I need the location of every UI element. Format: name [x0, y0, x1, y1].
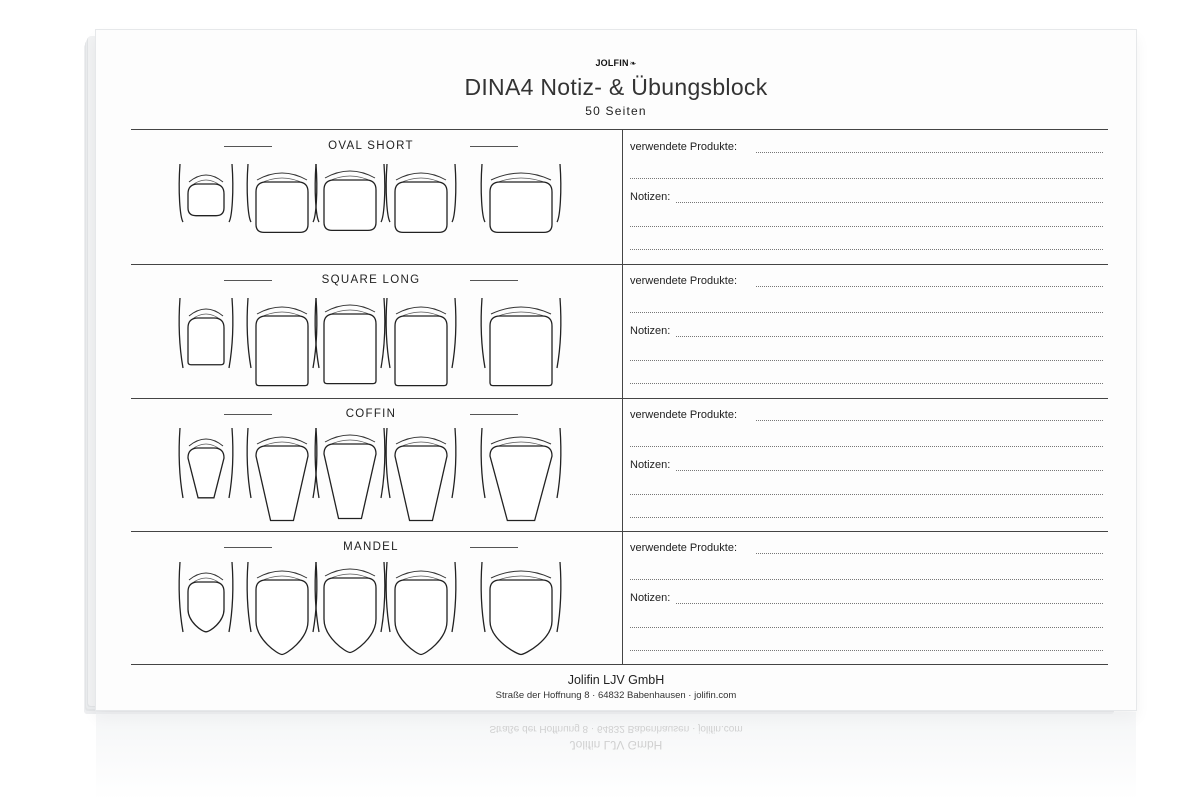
finger-right-outline [557, 428, 561, 498]
finger-right-outline [381, 428, 385, 498]
products-label: verwendete Produkte: [630, 409, 738, 421]
nail-diagram [247, 298, 317, 386]
footer-address: Straße der Hoffnung 8 · 64832 Babenhausen · jolifin.com [495, 690, 737, 701]
finger-right-outline [229, 298, 233, 368]
reflection-company: Jolifin LJV GmbH [569, 738, 663, 752]
finger-left-outline [179, 164, 183, 222]
notes-label: Notizen: [630, 191, 671, 203]
nail-diagram [315, 428, 385, 519]
cuticle-arc-outer [189, 573, 223, 580]
nail-diagram [481, 298, 561, 386]
cuticle-arc-outer [189, 175, 223, 182]
nail-diagram [179, 428, 233, 498]
cuticle-arc-outer [396, 307, 446, 314]
grid-line-vertical [622, 129, 623, 664]
writing-line[interactable] [676, 336, 1103, 337]
page-title: DINA4 Notiz- & Übungsblock [464, 74, 768, 100]
finger-right-outline [452, 298, 456, 368]
notes-label: Notizen: [630, 325, 671, 337]
nail-plate [188, 448, 224, 498]
nail-plate [256, 316, 308, 386]
nail-diagrams-square-long [96, 296, 622, 406]
cuticle-arc-outer [257, 571, 307, 578]
finger-left-outline [386, 164, 390, 222]
cuticle-arc-outer [257, 173, 307, 180]
nail-plate [490, 580, 552, 655]
nail-plate [395, 182, 447, 232]
writing-line[interactable] [630, 650, 1103, 651]
nail-diagram [386, 428, 456, 521]
nail-plate [188, 318, 224, 365]
finger-left-outline [386, 428, 390, 498]
nail-plate [395, 316, 447, 386]
sheet-reflection [96, 712, 1136, 800]
finger-left-outline [386, 562, 390, 632]
finger-left-outline [179, 428, 183, 498]
products-label: verwendete Produkte: [630, 542, 738, 554]
nail-plate [188, 184, 224, 216]
finger-right-outline [381, 164, 385, 222]
section-title-square-long: SQUARE LONG [266, 274, 476, 286]
reflection-address: Straße der Hoffnung 8 · 64832 Babenhausen · jolifin.com [489, 723, 743, 734]
nail-plate [490, 446, 552, 521]
cuticle-arc-outer [491, 571, 551, 578]
notes-label: Notizen: [630, 592, 671, 604]
section-title-oval-short: OVAL SHORT [266, 140, 476, 152]
writing-line[interactable] [756, 553, 1103, 554]
nail-diagram [247, 164, 317, 232]
grid-line-top [131, 129, 1108, 130]
nail-plate [324, 444, 376, 519]
nail-diagram [386, 164, 456, 232]
nail-plate [324, 578, 376, 653]
finger-right-outline [452, 562, 456, 632]
finger-left-outline [386, 298, 390, 368]
nail-diagram [315, 298, 385, 384]
cuticle-arc-outer [325, 569, 375, 576]
writing-line[interactable] [756, 420, 1103, 421]
finger-right-outline [381, 562, 385, 632]
nail-diagram [179, 562, 233, 632]
writing-line[interactable] [756, 152, 1103, 153]
nail-diagram [247, 562, 317, 655]
nail-diagram [247, 428, 317, 521]
nail-plate [395, 446, 447, 521]
cuticle-arc-outer [396, 571, 446, 578]
writing-line[interactable] [630, 312, 1103, 313]
writing-line[interactable] [630, 226, 1103, 227]
finger-left-outline [481, 164, 485, 222]
finger-left-outline [247, 428, 251, 498]
nail-diagrams-oval-short [96, 162, 622, 272]
cuticle-arc-outer [491, 437, 551, 444]
products-label: verwendete Produkte: [630, 275, 738, 287]
leaf-icon: ❧ [629, 59, 637, 68]
finger-right-outline [557, 562, 561, 632]
cuticle-arc-outer [325, 171, 375, 178]
nail-plate [324, 180, 376, 230]
nail-plate [256, 580, 308, 655]
nail-diagrams-mandel [96, 560, 622, 670]
writing-line[interactable] [676, 470, 1103, 471]
nail-diagram [386, 298, 456, 386]
finger-right-outline [557, 298, 561, 368]
cuticle-arc-outer [325, 435, 375, 442]
finger-left-outline [247, 298, 251, 368]
finger-right-outline [452, 428, 456, 498]
nail-plate [490, 182, 552, 232]
finger-left-outline [179, 562, 183, 632]
writing-line[interactable] [630, 178, 1103, 179]
finger-right-outline [229, 428, 233, 498]
nail-diagram [315, 164, 385, 230]
finger-left-outline [481, 562, 485, 632]
writing-line[interactable] [630, 249, 1103, 250]
nail-diagram [179, 298, 233, 368]
section-title-coffin: COFFIN [266, 408, 476, 420]
cuticle-arc-outer [189, 309, 223, 316]
nail-plate [256, 182, 308, 232]
section-title-mandel: MANDEL [266, 541, 476, 553]
nail-diagram [315, 562, 385, 653]
finger-right-outline [229, 164, 233, 222]
nail-plate [256, 446, 308, 521]
nail-diagram [481, 428, 561, 521]
writing-line[interactable] [676, 202, 1103, 203]
nail-plate [188, 582, 224, 632]
finger-left-outline [247, 164, 251, 222]
brand-logo [96, 58, 1136, 68]
finger-left-outline [179, 298, 183, 368]
cuticle-arc-outer [325, 305, 375, 312]
cuticle-arc-outer [396, 437, 446, 444]
cuticle-arc-outer [257, 307, 307, 314]
cuticle-arc-outer [491, 307, 551, 314]
finger-right-outline [557, 164, 561, 222]
cuticle-arc-outer [257, 437, 307, 444]
writing-line[interactable] [630, 360, 1103, 361]
cuticle-arc-outer [396, 173, 446, 180]
products-label: verwendete Produkte: [630, 141, 738, 153]
cuticle-arc-outer [491, 173, 551, 180]
writing-line[interactable] [630, 517, 1103, 518]
nail-plate [395, 580, 447, 655]
writing-line[interactable] [676, 603, 1103, 604]
nail-diagram [481, 164, 561, 232]
notepad-sheet [96, 30, 1136, 710]
nail-diagram [481, 562, 561, 655]
nail-diagrams-coffin [96, 426, 622, 536]
writing-line[interactable] [756, 286, 1103, 287]
writing-line[interactable] [630, 494, 1103, 495]
nail-plate [324, 314, 376, 384]
finger-left-outline [481, 298, 485, 368]
nail-diagram [386, 562, 456, 655]
nail-diagram [179, 164, 233, 222]
nail-plate [490, 316, 552, 386]
footer-company: Jolifin LJV GmbH [567, 673, 665, 687]
finger-left-outline [247, 562, 251, 632]
cuticle-arc-outer [189, 439, 223, 446]
writing-line[interactable] [630, 579, 1103, 580]
finger-right-outline [452, 164, 456, 222]
writing-line[interactable] [630, 627, 1103, 628]
finger-left-outline [481, 428, 485, 498]
notes-label: Notizen: [630, 459, 671, 471]
finger-right-outline [381, 298, 385, 368]
writing-line[interactable] [630, 446, 1103, 447]
page-subtitle: 50 Seiten [585, 104, 647, 118]
finger-right-outline [229, 562, 233, 632]
writing-line[interactable] [630, 383, 1103, 384]
brand-name: JOLFIN [595, 58, 629, 68]
